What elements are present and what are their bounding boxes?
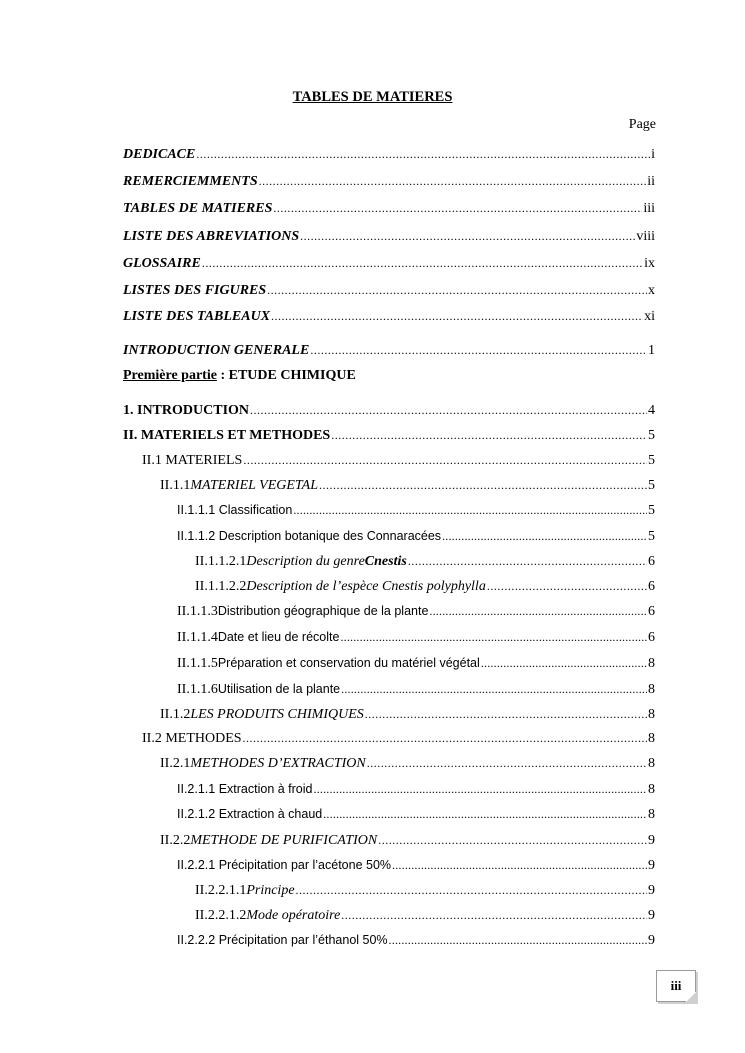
toc-entry-number: II.1.1.2.1 (195, 554, 247, 569)
toc-entry-label: Distribution géographique de la plante (217, 604, 429, 618)
toc-entry-label: II.1.1.1 Classification (177, 503, 293, 517)
toc-entry-page: 5 (648, 428, 655, 443)
toc-entry-page: 8 (648, 682, 655, 697)
toc-entry-page: 8 (648, 656, 655, 671)
dot-leader (429, 602, 647, 620)
dot-leader (323, 805, 647, 823)
toc-entry-glossaire[interactable] (123, 254, 655, 272)
toc-entry-page: 8 (648, 782, 655, 797)
dot-leader (267, 281, 647, 299)
dot-leader (314, 780, 648, 798)
page-column-header: Page (628, 117, 656, 132)
toc-entry-figures[interactable] (123, 281, 655, 299)
toc-entry-label: Mode opératoire (246, 908, 341, 923)
dot-leader (378, 831, 647, 849)
dot-leader (341, 680, 647, 698)
toc-entry-tables-de-matieres[interactable] (123, 199, 655, 217)
toc-entry-materiels[interactable] (142, 451, 655, 469)
toc-entry-page: 9 (648, 933, 655, 948)
toc-entry-materiel-vegetal[interactable] (160, 476, 655, 494)
toc-entry-produits-chimiques[interactable] (160, 705, 655, 723)
toc-entry-page: 9 (648, 883, 655, 898)
toc-entry-page: 5 (648, 478, 655, 493)
toc-entry-label: REMERCIEMMENTS (123, 174, 258, 189)
toc-entry-date-lieu[interactable] (177, 628, 655, 646)
dot-leader (331, 426, 647, 444)
dot-leader (293, 501, 647, 519)
toc-entry-page: ii (647, 174, 655, 189)
toc-entry-number: II.2.2 (160, 833, 191, 848)
toc-entry-label: II. MATERIELS ET METHODES (123, 428, 331, 443)
toc-entry-description-botanique[interactable] (177, 527, 655, 545)
toc-entry-preparation[interactable] (177, 654, 655, 672)
dot-leader (196, 145, 650, 163)
toc-entry-label: MATERIEL VEGETAL (190, 478, 319, 493)
toc-entry-methode-purification[interactable] (160, 831, 655, 849)
toc-entry-introduction-generale[interactable] (123, 341, 655, 359)
toc-entry-page: 6 (648, 579, 655, 594)
part-title: : ETUDE CHIMIQUE (216, 368, 356, 383)
toc-entry-page: x (648, 283, 655, 298)
dot-leader (319, 476, 647, 494)
dot-leader (271, 307, 643, 325)
dot-leader (259, 172, 647, 190)
toc-entry-label: LISTE DES TABLEAUX (123, 309, 271, 324)
dot-leader (481, 654, 647, 672)
toc-entry-label: LES PRODUITS CHIMIQUES (190, 707, 364, 722)
dot-leader (442, 527, 647, 545)
toc-entry-dedicace[interactable] (123, 145, 655, 163)
part-heading (123, 368, 356, 384)
toc-entry-number: II.1.1.5 (177, 656, 218, 671)
toc-entry-page: 8 (648, 756, 655, 771)
toc-entry-number: II.1.1.6 (177, 682, 218, 697)
toc-entry-description-espece[interactable] (195, 577, 655, 595)
toc-entry-label: TABLES DE MATIERES (123, 201, 273, 216)
toc-entry-page: 1 (648, 343, 655, 358)
toc-entry-number: II.2.1 (160, 756, 191, 771)
toc-entry-page: 6 (648, 554, 655, 569)
dot-leader (341, 906, 647, 924)
toc-entry-page: 8 (648, 707, 655, 722)
toc-entry-label: METHODE DE PURIFICATION (190, 833, 378, 848)
toc-entry-label-bold: Cnestis (364, 554, 407, 569)
toc-entry-page: 4 (648, 403, 655, 418)
toc-entry-label: II.2 METHODES (142, 731, 242, 746)
toc-entry-extraction-chaud[interactable] (177, 805, 655, 823)
page-number-badge (656, 970, 696, 1002)
toc-entry-number: II.2.2.1.2 (195, 908, 247, 923)
toc-entry-label: LISTE DES ABREVIATIONS (123, 229, 300, 244)
toc-entry-methodes[interactable] (142, 729, 655, 747)
toc-entry-precipitation-acetone[interactable] (177, 856, 655, 874)
toc-entry-number: II.1.1 (160, 478, 191, 493)
toc-entry-classification[interactable] (177, 501, 655, 519)
page-number: iii (670, 978, 682, 993)
toc-entry-label: Utilisation de la plante (217, 682, 341, 696)
toc-entry-methodes-extraction[interactable] (160, 754, 655, 772)
toc-entry-extraction-froid[interactable] (177, 780, 655, 798)
toc-entry-label: II.1 MATERIELS (142, 453, 243, 468)
toc-entry-page: 8 (648, 731, 655, 746)
dot-leader (340, 628, 647, 646)
toc-entry-label: METHODES D’EXTRACTION (190, 756, 366, 771)
toc-entry-label: Date et lieu de récolte (217, 630, 340, 644)
dot-leader (202, 254, 643, 272)
toc-entry-mode-operatoire[interactable] (195, 906, 655, 924)
toc-entry-number: II.1.2 (160, 707, 191, 722)
toc-entry-description-genre[interactable] (195, 552, 655, 570)
toc-entry-principe[interactable] (195, 881, 655, 899)
dot-leader (243, 729, 647, 747)
dot-leader (300, 227, 635, 245)
toc-entry-label: Principe (246, 883, 295, 898)
toc-entry-introduction[interactable] (123, 401, 655, 419)
toc-entry-number: II.1.1.2.2 (195, 579, 247, 594)
toc-entry-label: LISTES DES FIGURES (123, 283, 267, 298)
toc-entry-label: II.2.1.2 Extraction à chaud (177, 807, 323, 821)
dot-leader (408, 552, 647, 570)
toc-entry-abreviations[interactable] (123, 227, 655, 245)
toc-entry-precipitation-ethanol[interactable] (177, 931, 655, 949)
toc-entry-page: 9 (648, 908, 655, 923)
toc-entry-label: II.2.1.1 Extraction à froid (177, 782, 313, 796)
toc-entry-page: 9 (648, 833, 655, 848)
toc-entry-label: GLOSSAIRE (123, 256, 201, 271)
toc-entry-remerciements[interactable] (123, 172, 655, 190)
toc-entry-label: Description de l’espèce Cnestis polyphylla (246, 579, 486, 594)
toc-entry-page: viii (636, 229, 655, 244)
toc-entry-page: 8 (648, 807, 655, 822)
dot-leader (367, 754, 647, 772)
toc-entry-label: INTRODUCTION GENERALE (123, 343, 310, 358)
toc-entry-number: II.2.2.1.1 (195, 883, 247, 898)
toc-entry-tableaux[interactable] (123, 307, 655, 325)
dot-leader (296, 881, 647, 899)
toc-entry-page: xi (644, 309, 655, 324)
page-curl-corner (686, 992, 696, 1002)
toc-entry-page: 9 (648, 858, 655, 873)
dot-leader (389, 931, 647, 949)
toc-entry-label: II.2.2.2 Précipitation par l’éthanol 50% (177, 933, 388, 947)
toc-entry-page: iii (643, 201, 655, 216)
toc-entry-page: 6 (648, 630, 655, 645)
toc-entry-label: Description du genre (246, 554, 365, 569)
dot-leader (273, 199, 642, 217)
dot-leader (243, 451, 647, 469)
toc-entry-page: 5 (648, 503, 655, 518)
dot-leader (365, 705, 647, 723)
toc-entry-page: i (651, 147, 655, 162)
toc-entry-page: 6 (648, 604, 655, 619)
toc-entry-number: II.1.1.4 (177, 630, 218, 645)
toc-entry-utilisation[interactable] (177, 680, 655, 698)
toc-entry-label: Préparation et conservation du matériel végétal (217, 656, 480, 670)
toc-entry-label: DEDICACE (123, 147, 196, 162)
toc-entry-label: II.1.1.2 Description botanique des Connaracées (177, 529, 442, 543)
part-label: Première partie (123, 368, 217, 383)
toc-entry-label: 1. INTRODUCTION (123, 403, 250, 418)
page-title: TABLES DE MATIERES (292, 89, 453, 105)
dot-leader (392, 856, 647, 874)
toc-entry-page: 5 (648, 453, 655, 468)
toc-entry-number: II.1.1.3 (177, 604, 218, 619)
toc-entry-page: ix (644, 256, 655, 271)
dot-leader (310, 341, 647, 359)
toc-entry-label: II.2.2.1 Précipitation par l’acétone 50% (177, 858, 392, 872)
toc-entry-materiels-methodes[interactable] (123, 426, 655, 444)
dot-leader (250, 401, 647, 419)
toc-entry-distribution[interactable] (177, 602, 655, 620)
dot-leader (487, 577, 647, 595)
toc-entry-page: 5 (648, 529, 655, 544)
